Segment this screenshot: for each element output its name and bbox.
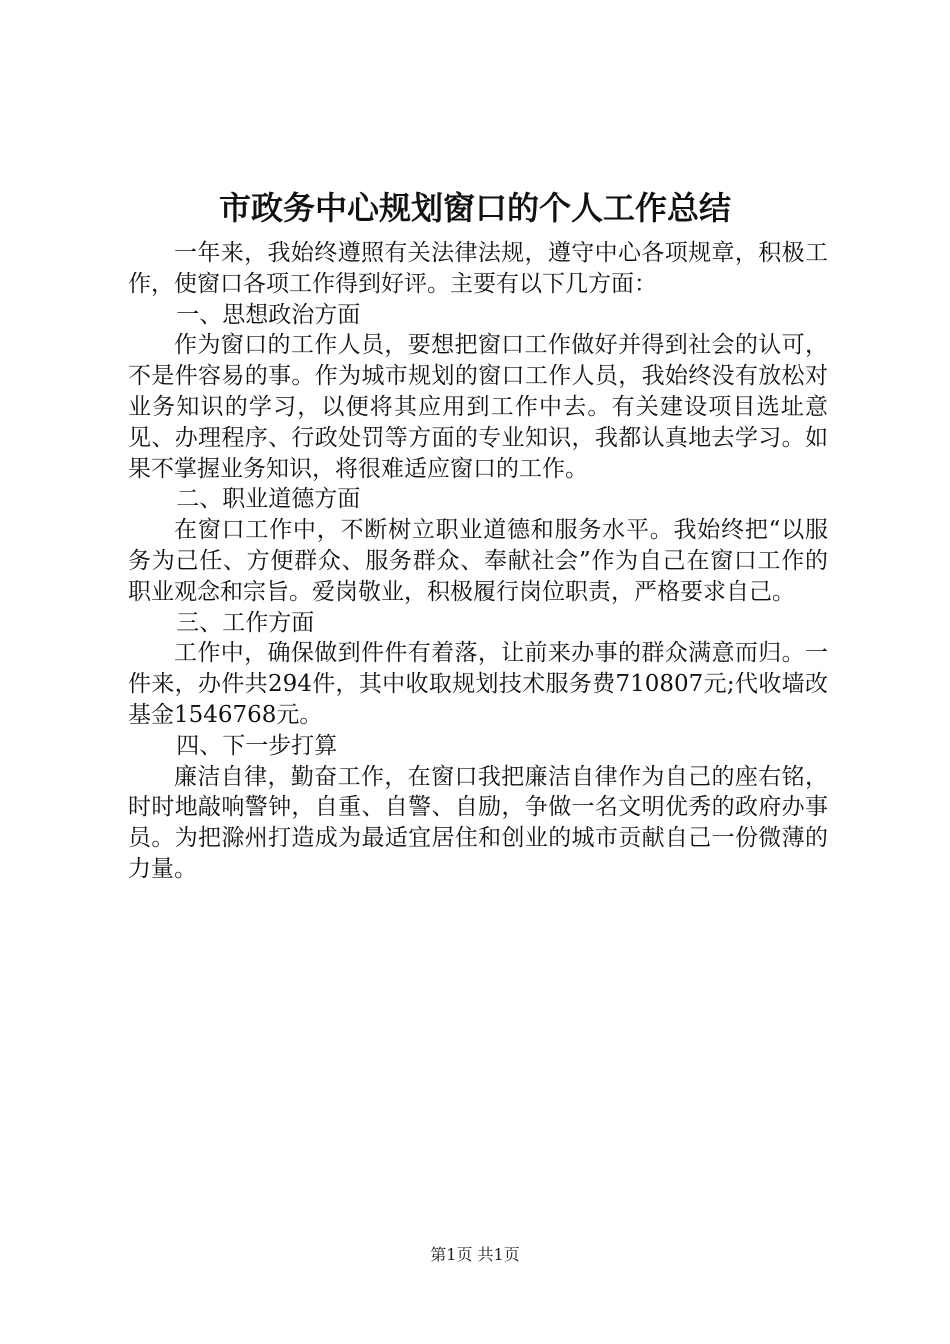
document-title: 市政务中心规划窗口的个人工作总结 — [218, 189, 731, 227]
intro-paragraph: 一年来，我始终遵照有关法律法规，遵守中心各项规章，积极工作，使窗口各项工作得到好评。主要有以下几方面： — [128, 240, 828, 297]
section-heading-4: 四、下一步打算 — [176, 732, 338, 759]
section-body-2: 在窗口工作中，不断树立职业道德和服务水平。我始终把“以服务为己任、方便群众、服务群众、奉献社会”作为自己在窗口工作的职业观念和宗旨。爱岗敬业，积极履行岗位职责，严格要求自己。 — [128, 517, 828, 605]
section-heading-3: 三、工作方面 — [176, 609, 315, 636]
section-heading-1: 一、思想政治方面 — [176, 301, 361, 328]
document-body — [128, 238, 828, 885]
page-footer: 第1页 共1页 — [430, 1245, 520, 1264]
section-body-4: 廉洁自律，勤奋工作，在窗口我把廉洁自律作为自己的座右铭，时时地敲响警钟，自重、自警、自励，争做一名文明优秀的政府办事员。为把滁州打造成为最适宜居住和创业的城市贡献自己一份微薄的力量。 — [128, 763, 828, 882]
section-body-3: 工作中，确保做到件件有着落，让前来办事的群众满意而归。一件来，办件共294件，其中收取规划技术服务费710807元;代收墙改基金1546768元。 — [128, 640, 828, 728]
section-heading-2: 二、职业道德方面 — [176, 486, 361, 513]
section-body-1: 作为窗口的工作人员，要想把窗口工作做好并得到社会的认可，不是件容易的事。作为城市规划的窗口工作人员，我始终没有放松对业务知识的学习，以便将其应用到工作中去。有关建设项目选址意见、办理程序、行政处罚等方面的专业知识，我都认真地去学习。如果不掌握业务知识，将很难适应窗口的工作。 — [128, 332, 828, 482]
